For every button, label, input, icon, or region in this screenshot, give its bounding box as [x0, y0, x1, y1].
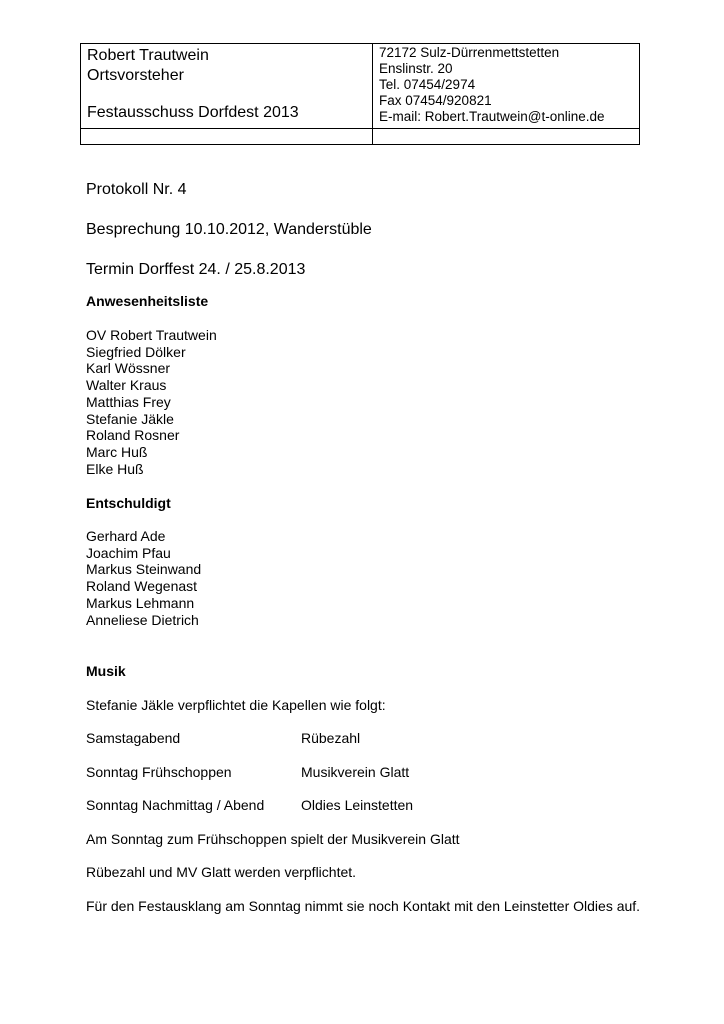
contact-address-city: 72172 Sulz-Dürrenmettstetten: [379, 45, 560, 60]
list-item: Stefanie Jäkle: [86, 410, 174, 427]
schedule-band: Rübezahl: [301, 730, 361, 746]
excused-list: [86, 528, 201, 628]
attendance-list: [86, 327, 217, 477]
event-date: Termin Dorffest 24. / 25.8.2013: [86, 261, 306, 278]
paragraph-verpflichtet: Rübezahl und MV Glatt werden verpflichtet.: [86, 864, 357, 880]
list-item: Roland Wegenast: [86, 578, 198, 595]
paragraph-festausklang: Für den Festausklang am Sonntag nimmt sie noch Kontakt mit den Leinstetter Oldies auf.: [86, 898, 641, 914]
contact-phone: Tel. 07454/2974: [379, 77, 476, 92]
letterhead-table: [80, 43, 640, 145]
list-item: Gerhard Ade: [86, 528, 166, 544]
sender-title: Ortsvorsteher: [87, 67, 184, 84]
schedule-slot: Samstagabend: [86, 730, 181, 746]
sender-name: Robert Trautwein: [87, 47, 209, 64]
list-item: Matthias Frey: [86, 393, 171, 410]
letterhead-empty-cell-left: [81, 129, 373, 145]
contact-email: E-mail: Robert.Trautwein@t-online.de: [379, 109, 605, 124]
contact-address-street: Enslinstr. 20: [379, 61, 453, 76]
list-item: Elke Huß: [86, 460, 144, 477]
list-item: Karl Wössner: [86, 360, 171, 377]
list-item: OV Robert Trautwein: [86, 327, 217, 343]
list-item: Walter Kraus: [86, 377, 167, 394]
contact-fax: Fax 07454/920821: [379, 93, 492, 108]
committee-name: Festausschuss Dorfdest 2013: [87, 104, 299, 121]
list-item: Markus Lehmann: [86, 594, 195, 611]
schedule-slot: Sonntag Nachmittag / Abend: [86, 797, 265, 813]
list-item: Marc Huß: [86, 443, 148, 460]
meeting-info: Besprechung 10.10.2012, Wanderstüble: [86, 221, 372, 238]
excused-heading: Entschuldigt: [86, 495, 171, 511]
list-item: Roland Rosner: [86, 427, 180, 444]
schedule-slot: Sonntag Frühschoppen: [86, 764, 232, 780]
list-item: Joachim Pfau: [86, 544, 171, 561]
letterhead-empty-cell-right: [373, 129, 640, 145]
schedule-band: Musikverein Glatt: [301, 764, 410, 780]
list-item: Siegfried Dölker: [86, 343, 186, 360]
schedule-band: Oldies Leinstetten: [301, 797, 414, 813]
protocol-number: Protokoll Nr. 4: [86, 181, 187, 198]
paragraph-fruehschoppen: Am Sonntag zum Frühschoppen spielt der Musikverein Glatt: [86, 831, 460, 847]
music-heading: Musik: [86, 663, 126, 679]
list-item: Anneliese Dietrich: [86, 611, 199, 628]
music-intro: Stefanie Jäkle verpflichtet die Kapellen wie folgt:: [86, 697, 386, 713]
letterhead-contact: [373, 44, 640, 129]
attendance-heading: Anwesenheitsliste: [86, 293, 209, 309]
letterhead-sender: [81, 44, 373, 129]
list-item: Markus Steinwand: [86, 561, 202, 578]
